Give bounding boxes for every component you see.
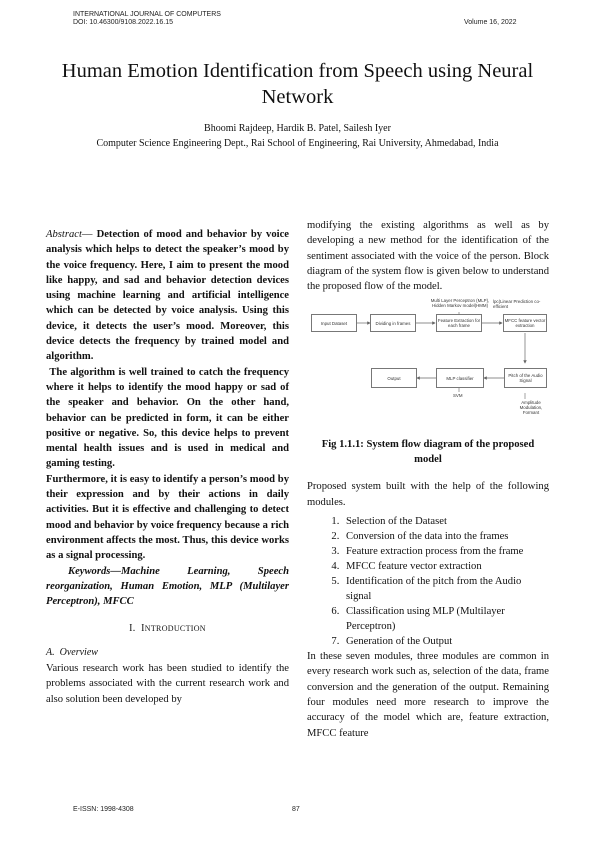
affiliation: Computer Science Engineering Dept., Rai School of Engineering, Rai University, Ahmedabad, India xyxy=(96,138,499,149)
list-item: 2. Conversion of the data into the frames xyxy=(342,529,549,544)
section-numeral: I. xyxy=(129,623,136,635)
paper-title: Human Emotion Identification from Speech using Neural Network xyxy=(61,60,534,108)
authors: Bhoomi Rajdeep, Hardik B. Patel, Sailesh Iyer xyxy=(204,123,391,134)
overview-paragraph: Various research work has been studied to identify the problems associated with the current research work and also solution been developed by xyxy=(46,663,289,705)
section-rest: NTRODUCTION xyxy=(144,624,206,634)
volume: Volume 16, 2022 xyxy=(464,19,517,26)
list-item: 7. Generation of the Output xyxy=(342,634,549,649)
list-item: 4. MFCC feature vector extraction xyxy=(342,559,549,574)
list-item: 3. Feature extraction process from the frame xyxy=(342,544,549,559)
modules-list xyxy=(307,514,549,649)
abstract-label: Abstract xyxy=(46,229,82,240)
abstract-paragraph-2: The algorithm is well trained to catch the frequency where it helps to identify the mood happy or sad of the speaker and behavior. On the other hand, behavior can be predicted in form, it can be either positive or negative. So, this device helps to prevent mental health issues and is used in medical and gaming testing. xyxy=(46,366,292,470)
abstract-text-1: Detection of mood and behavior by voice analysis which helps to detect the speaker’s mood by the voice frequency. Here, I aim to present the mood like happy, and sad and behavior detection devices using machine learning and artificial intelligence which can be detected by voice analysis. Using this device, it detects the user’s mood. Moreover, this device detects the frequency by trained model and algorithm. xyxy=(46,229,289,363)
box-dividing-frames: Dividing in frames xyxy=(370,314,416,332)
subsection-title: Overview xyxy=(59,646,98,658)
box-pitch-audio: Pitch of the Audio Signal xyxy=(504,368,547,388)
box-feature-extraction: Feature Extraction for each frame xyxy=(436,314,482,332)
section-first-letter: I xyxy=(141,623,145,635)
keywords: Keywords—Machine Learning, Speech reorganization, Human Emotion, MLP (Multilayer Perceptron), MFCC xyxy=(46,565,289,608)
figure-caption: Fig 1.1.1: System flow diagram of the proposed model xyxy=(321,439,535,466)
box-output: Output xyxy=(371,368,417,388)
subsection-letter: A. xyxy=(46,646,55,658)
list-item: 5. Identification of the pitch from the Audio signal xyxy=(342,574,549,604)
box-mfcc-extraction: MFCC feature vector extraction xyxy=(503,314,547,332)
modules-discussion-paragraph: In these seven modules, three modules are common in every research work such as, selection of the data, frame conversion and the generation of the output. Remaining four modules need more research to improve the accuracy of the model which are, feature extraction, MFCC feature xyxy=(307,651,549,739)
abstract-dash: — xyxy=(81,229,97,240)
list-item: 1. Selection of the Dataset xyxy=(342,514,549,529)
modules-intro: Proposed system built with the help of the following modules. xyxy=(307,481,549,508)
box-input-dataset: Input Dataset xyxy=(311,314,357,332)
right-column xyxy=(307,218,549,741)
footer-eissn: E-ISSN: 1998-4308 xyxy=(73,806,134,813)
left-column xyxy=(46,227,292,707)
label-mlp-hmm: Multi Layer Perceptron (MLP), Hidden Markov model(HMM) xyxy=(430,298,490,309)
doi: DOI: 10.46300/9108.2022.16.15 xyxy=(73,19,174,26)
intro-continuation-paragraph: modifying the existing algorithms as well as by developing a new method for the identification of the sentiment associated with the voice of the person. Block diagram of the system flow is given below to understand the proposed flow of the model. xyxy=(307,220,549,293)
abstract-paragraph-3: Furthermore, it is easy to identify a person’s mood by their expression and by their actions in daily activities. But it is effective and challenging to detect mood and behavior by voice frequency because a rich environment affects the most. Thus, this device works as a signal processing. xyxy=(46,473,289,562)
list-item: 6. Classification using MLP (Multilayer Perceptron) xyxy=(342,604,549,634)
label-amplitude: Amplitude Modulation, Formant xyxy=(519,400,543,416)
label-svm: SVM xyxy=(453,393,463,399)
journal-name: INTERNATIONAL JOURNAL OF COMPUTERS xyxy=(73,11,221,18)
system-flow-diagram xyxy=(307,295,549,433)
subsection-heading-overview xyxy=(46,645,289,660)
section-heading-introduction xyxy=(46,621,289,636)
page-number: 87 xyxy=(292,806,300,813)
abstract-paragraph-1 xyxy=(46,227,289,365)
label-lpc: lpc(Linear Prediction co-efficient xyxy=(493,299,541,310)
box-mlp-classifier: MLP classifier xyxy=(436,368,484,388)
